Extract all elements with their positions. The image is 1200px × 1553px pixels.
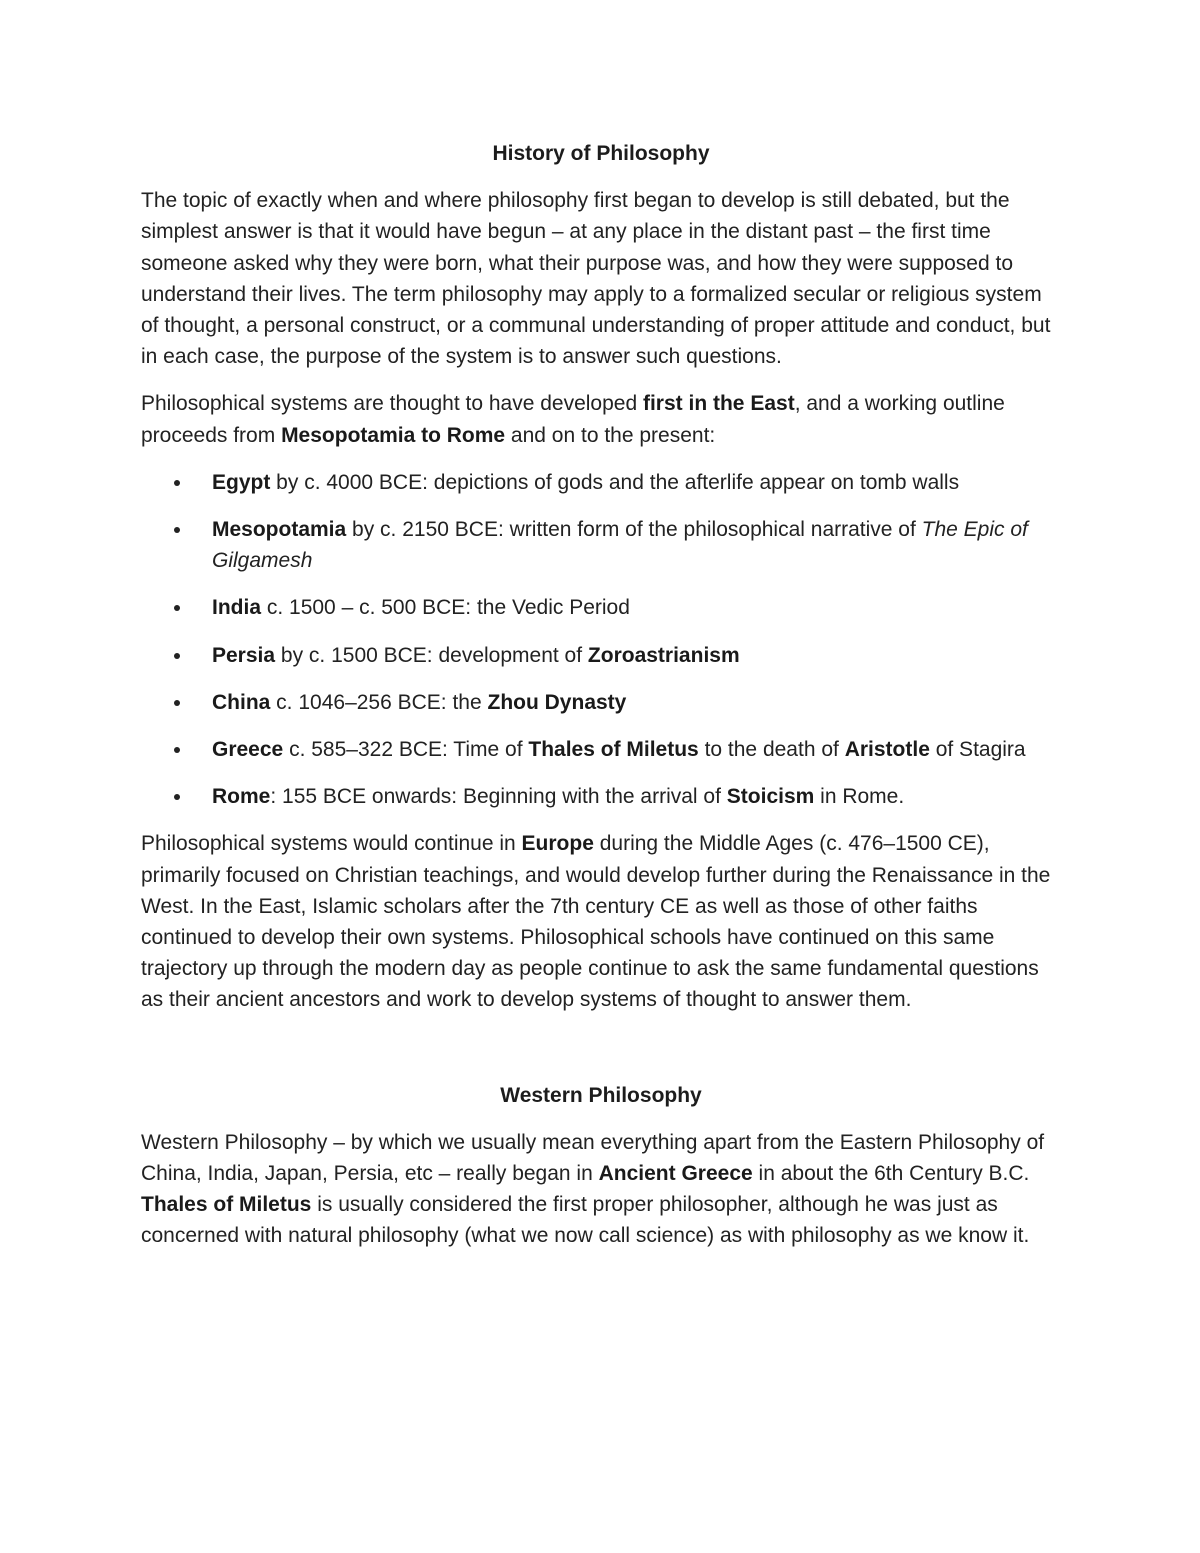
list-item-rome: Rome: 155 BCE onwards: Beginning with the arrival of Stoicism in Rome. [141,781,1061,812]
intro-paragraph: The topic of exactly when and where philosophy first began to develop is still debated, but the simplest answer is that it would have begun – at any place in the distant past – the first time someone asked why they were born, what their purpose was, and how they were supposed to understand their lives. The term philosophy may apply to a formalized secular or religious system of thought, a personal construct, or a communal understanding of proper attitude and conduct, but in each case, the purpose of the system is to answer such questions. [141,189,1051,369]
western-paragraph: Western Philosophy – by which we usually mean everything apart from the Eastern Philosophy of China, India, Japan, Persia, etc – really began in Ancient Greece in about the 6th Century B.C. [141,1130,1045,1186]
timeline-list [141,467,1061,813]
list-item-mesopotamia: Mesopotamia by c. 2150 BCE: written form of the philosophical narrative of The Epic of Gilgamesh [141,514,1061,576]
page-title: History of Philosophy [492,142,710,165]
list-item-persia: Persia by c. 1500 BCE: development of Zoroastrianism [141,640,1061,671]
section-title: Western Philosophy [500,1083,702,1107]
list-item-egypt: Egypt by c. 4000 BCE: depictions of gods and the afterlife appear on tomb walls [141,467,1061,498]
bullet-icon [174,747,180,753]
bullet-icon [174,653,180,659]
bullet-icon [174,794,180,800]
list-item-china: China c. 1046–256 BCE: the Zhou Dynasty [141,687,1061,718]
list-item-india: India c. 1500 – c. 500 BCE: the Vedic Period [141,592,1061,623]
thales-paragraph: Thales of Miletus is usually considered the first proper philosopher, although he was just as concerned with natural philosophy (what we now call science) as with philosophy as we know it. [141,1193,1030,1248]
document-page [141,138,1061,1268]
bullet-icon [174,527,180,533]
bullet-icon [174,605,180,611]
list-item-greece: Greece c. 585–322 BCE: Time of Thales of Miletus to the death of Aristotle of Stagira [141,734,1061,765]
systems-paragraph: Philosophical systems are thought to have developed first in the East, and a working outline proceeds from Mesopotamia to Rome and on to the present: [141,392,1005,447]
continuation-paragraph: Philosophical systems would continue in Europe during the Middle Ages (c. 476–1500 CE), primarily focused on Christian teachings, and would develop further during the Renaissance in the West. In the East, Islamic scholars after the 7th century CE as well as those of other faiths continued to develop their own systems. Philosophical schools have continued on this same trajectory up through the modern day as people continue to ask the same fundamental questions as their ancient ancestors and work to develop systems of thought to answer them. [141,832,1051,1012]
bullet-icon [174,480,180,486]
bullet-icon [174,700,180,706]
